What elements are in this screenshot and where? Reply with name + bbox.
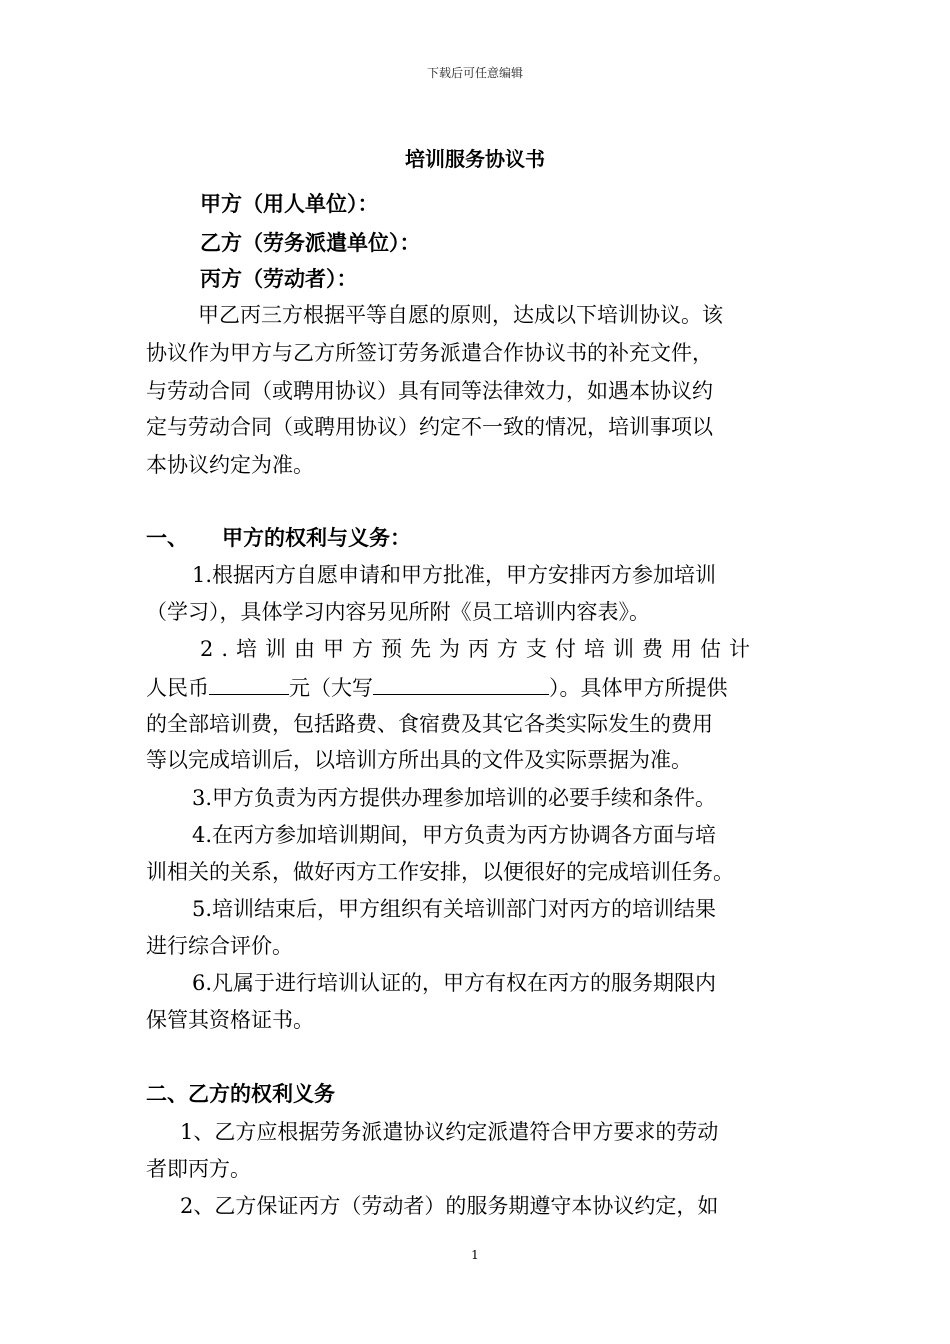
header-note: 下载后可任意编辑	[426, 66, 523, 80]
section-2-item-line: 2、乙方保证丙方（劳动者）的服务期遵守本协议约定，如	[180, 1194, 719, 1218]
party-a-line: 甲方（用人单位）：	[200, 191, 379, 216]
intro-paragraph-line: 本协议约定为准。	[146, 453, 314, 477]
amount-suffix: ）。具体甲方所提供	[549, 676, 728, 700]
amount-blank-field[interactable]	[209, 672, 289, 695]
amount-prefix: 人民币	[146, 676, 209, 700]
intro-paragraph-line: 甲乙丙三方根据平等自愿的原则，达成以下培训协议。该	[198, 303, 723, 327]
section-1-item-line: 等以完成培训后，以培训方所出具的文件及实际票据为准。	[146, 748, 692, 772]
page-number: 1	[471, 1248, 479, 1262]
section-1-title: 甲方的权利与义务：	[222, 525, 411, 550]
section-1-item-line: （学习），具体学习内容另见所附《员工培训内容表》。	[146, 600, 650, 624]
section-1-item-line: 4.在丙方参加培训期间，甲方负责为丙方协调各方面与培	[192, 823, 717, 847]
party-b-line: 乙方（劳务派遣单位）：	[200, 230, 421, 255]
section-1-item-line: 进行综合评价。	[146, 934, 293, 958]
section-1-item-line: 5.培训结束后，甲方组织有关培训部门对丙方的培训结果	[192, 897, 717, 921]
section-1-item-line: 1.根据丙方自愿申请和甲方批准，甲方安排丙方参加培训	[192, 563, 717, 587]
intro-paragraph-line: 协议作为甲方与乙方所签订劳务派遣合作协议书的补充文件，	[146, 341, 713, 365]
section-1-item-line: 2.培训由甲方预先为丙方支付培训费用估计	[200, 637, 759, 661]
document-title: 培训服务协议书	[405, 147, 545, 171]
section-1-item-line: 保管其资格证书。	[146, 1008, 314, 1032]
section-2-heading: 二、乙方的权利义务	[146, 1081, 335, 1106]
intro-paragraph-line: 定与劳动合同（或聘用协议）约定不一致的情况，培训事项以	[146, 415, 713, 439]
section-1-item-line: 3.甲方负责为丙方提供办理参加培训的必要手续和条件。	[192, 786, 717, 810]
section-1-item-line: 训相关的关系，做好丙方工作安排，以便很好的完成培训任务。	[146, 860, 734, 884]
section-1-item-line	[146, 672, 806, 702]
amount-words-prefix: 元（大写	[289, 676, 373, 700]
section-1-item-line: 6.凡属于进行培训认证的，甲方有权在丙方的服务期限内	[192, 971, 717, 995]
party-c-line: 丙方（劳动者）：	[200, 266, 358, 291]
section-2-item-line: 者即丙方。	[146, 1157, 251, 1181]
amount-words-blank-field[interactable]	[373, 672, 549, 695]
section-1-number: 一、	[146, 525, 188, 550]
section-2-item-line: 1、乙方应根据劳务派遣协议约定派遣符合甲方要求的劳动	[180, 1120, 719, 1144]
section-1-heading	[146, 523, 806, 553]
intro-paragraph-line: 与劳动合同（或聘用协议）具有同等法律效力，如遇本协议约	[146, 379, 713, 403]
section-1-item-line: 的全部培训费，包括路费、食宿费及其它各类实际发生的费用	[146, 712, 713, 736]
